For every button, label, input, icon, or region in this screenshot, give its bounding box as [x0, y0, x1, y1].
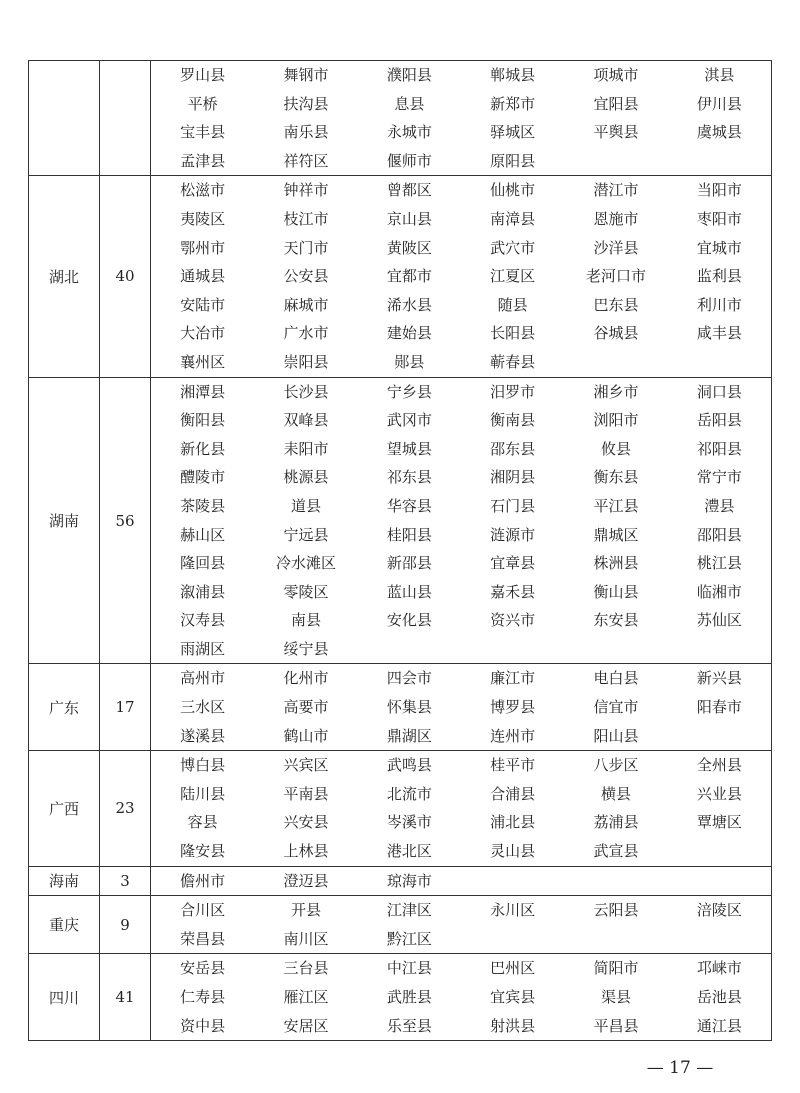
county-name: 江夏区 — [490, 267, 536, 286]
county-name: 化州市 — [283, 669, 329, 688]
county-name: 武鸣县 — [386, 756, 432, 775]
county-list — [151, 896, 772, 954]
province-row — [29, 176, 772, 377]
county-name: 岑溪市 — [386, 813, 432, 832]
county-name: 南乐县 — [283, 123, 329, 142]
county-name: 博白县 — [180, 756, 226, 775]
county-name: 鹤山市 — [283, 726, 329, 745]
county-name: 息县 — [394, 94, 425, 113]
county-name: 淇县 — [704, 66, 735, 84]
county-name: 南漳县 — [490, 209, 536, 228]
county-name: 曾都区 — [386, 181, 432, 200]
county-name: 宜宾县 — [490, 988, 536, 1006]
county-name: 衡东县 — [593, 468, 639, 487]
county-name: 冷水滩区 — [275, 554, 336, 573]
county-name: 黄陂区 — [386, 238, 432, 257]
county-name: 罗山县 — [180, 66, 226, 84]
county-name: 安陆市 — [180, 295, 226, 314]
county-list — [151, 751, 772, 866]
county-name: 广水市 — [283, 324, 329, 343]
county-name: 永川区 — [490, 901, 536, 920]
county-grid — [151, 61, 771, 175]
county-name: 浠水县 — [386, 295, 432, 314]
county-name: 钟祥市 — [283, 181, 329, 200]
county-name: 利川市 — [696, 295, 742, 314]
county-grid — [151, 664, 771, 750]
county-name: 隆安县 — [180, 842, 226, 861]
county-name: 武穴市 — [490, 238, 536, 257]
county-name: 港北区 — [386, 842, 432, 861]
county-name: 湘乡市 — [593, 382, 639, 401]
county-name: 乐至县 — [386, 1016, 432, 1035]
county-name: 高要市 — [283, 698, 329, 717]
county-name: 桂阳县 — [386, 525, 432, 544]
county-name: 鼎城区 — [593, 525, 639, 544]
county-name: 阳山县 — [593, 726, 639, 745]
county-name: 蓝山县 — [386, 582, 432, 601]
county-name: 合浦县 — [490, 784, 536, 803]
county-name: 麻城市 — [283, 295, 329, 314]
county-name: 开县 — [290, 901, 321, 920]
county-name: 信宜市 — [593, 698, 639, 717]
county-name: 常宁市 — [696, 468, 742, 487]
county-list — [151, 954, 772, 1041]
county-name: 三水区 — [180, 698, 226, 717]
county-count: 9 — [100, 896, 151, 954]
county-name: 涪陵区 — [696, 901, 742, 920]
county-name: 仙桃市 — [490, 181, 536, 200]
county-name: 松滋市 — [180, 181, 226, 200]
county-name: 荔浦县 — [593, 813, 639, 832]
county-name: 安岳县 — [180, 959, 226, 978]
county-name: 夷陵区 — [180, 209, 226, 228]
county-name: 祁阳县 — [696, 439, 742, 458]
county-name: 京山县 — [386, 209, 432, 228]
county-name: 雨湖区 — [180, 639, 226, 658]
county-name: 通城县 — [180, 267, 226, 286]
county-name: 绥宁县 — [283, 639, 329, 658]
county-name: 覃塘区 — [696, 813, 742, 832]
county-name: 双峰县 — [283, 411, 329, 430]
county-list — [151, 176, 772, 377]
county-name: 邛崃市 — [696, 959, 742, 978]
county-name: 儋州市 — [180, 871, 226, 890]
county-name: 邵阳县 — [696, 525, 742, 544]
province-name: 广东 — [29, 664, 100, 751]
county-name: 老河口市 — [585, 267, 646, 286]
county-name: 华容县 — [386, 496, 432, 515]
county-name: 宁远县 — [283, 525, 329, 544]
county-name: 上林县 — [283, 842, 329, 861]
county-table — [28, 60, 772, 1041]
county-name: 江津区 — [386, 901, 432, 920]
county-name: 渠县 — [600, 988, 631, 1006]
county-name: 蕲春县 — [490, 352, 536, 371]
county-name: 原阳县 — [490, 151, 536, 170]
province-row — [29, 896, 772, 954]
county-name: 望城县 — [386, 439, 432, 458]
county-name: 恩施市 — [593, 209, 639, 228]
county-name: 沙洋县 — [593, 238, 639, 257]
county-name: 鄂州市 — [180, 238, 226, 257]
county-name: 郸城县 — [490, 66, 536, 84]
county-name: 枝江市 — [283, 209, 329, 228]
county-count: 17 — [100, 664, 151, 751]
county-name: 平江县 — [593, 496, 639, 515]
county-name: 高州市 — [180, 669, 226, 688]
county-name: 仁寿县 — [180, 988, 226, 1006]
county-name: 岳阳县 — [696, 411, 742, 430]
county-name: 八步区 — [593, 756, 639, 775]
county-name: 射洪县 — [490, 1016, 536, 1035]
county-name: 大冶市 — [180, 324, 226, 343]
county-name: 衡南县 — [490, 411, 536, 430]
county-name: 孟津县 — [180, 151, 226, 170]
county-name: 全州县 — [696, 756, 742, 775]
county-name: 武胜县 — [386, 988, 432, 1006]
county-name: 鼎湖区 — [386, 726, 432, 745]
county-name: 濮阳县 — [386, 66, 432, 84]
county-name: 项城市 — [593, 66, 639, 84]
county-name: 兴安县 — [283, 813, 329, 832]
county-name: 巴东县 — [593, 295, 639, 314]
county-count: 3 — [100, 866, 151, 896]
province-name: 湖南 — [29, 377, 100, 664]
county-name: 祁东县 — [386, 468, 432, 487]
county-name: 南川区 — [283, 929, 329, 948]
county-name: 中江县 — [386, 959, 432, 978]
county-count: 56 — [100, 377, 151, 664]
county-name: 随县 — [497, 295, 528, 314]
county-grid — [151, 867, 771, 896]
province-name — [29, 61, 100, 176]
county-name: 平昌县 — [593, 1016, 639, 1035]
county-name: 武宣县 — [593, 842, 639, 861]
county-name: 洞口县 — [696, 382, 742, 401]
county-grid — [151, 378, 771, 664]
county-count — [100, 61, 151, 176]
county-name: 资中县 — [180, 1016, 226, 1035]
county-grid — [151, 954, 771, 1040]
county-name: 横县 — [600, 784, 631, 803]
county-count: 41 — [100, 954, 151, 1041]
county-name: 宜章县 — [490, 554, 536, 573]
province-row — [29, 377, 772, 664]
county-name: 扶沟县 — [283, 94, 329, 113]
county-name: 澄迈县 — [283, 871, 329, 890]
county-name: 平舆县 — [593, 123, 639, 142]
county-name: 新兴县 — [696, 669, 742, 688]
county-name: 醴陵市 — [180, 468, 226, 487]
county-name: 浏阳市 — [593, 411, 639, 430]
province-name: 广西 — [29, 751, 100, 866]
county-name: 公安县 — [283, 267, 329, 286]
county-name: 新邵县 — [386, 554, 432, 573]
county-name: 赫山区 — [180, 525, 226, 544]
county-name: 衡山县 — [593, 582, 639, 601]
county-name: 武冈市 — [386, 411, 432, 430]
county-name: 雁江区 — [283, 988, 329, 1006]
county-name: 咸丰县 — [696, 324, 742, 343]
province-name: 海南 — [29, 866, 100, 896]
county-name: 桂平市 — [490, 756, 536, 775]
county-name: 汨罗市 — [490, 382, 536, 401]
county-grid — [151, 176, 771, 376]
county-name: 黔江区 — [386, 929, 432, 948]
county-name: 湘阴县 — [490, 468, 536, 487]
county-name: 桃江县 — [696, 554, 742, 573]
county-name: 永城市 — [386, 123, 432, 142]
county-name: 涟源市 — [490, 525, 536, 544]
county-name: 北流市 — [386, 784, 432, 803]
county-name: 郧县 — [394, 352, 425, 371]
county-name: 四会市 — [386, 669, 432, 688]
county-name: 衡阳县 — [180, 411, 226, 430]
county-name: 岳池县 — [696, 988, 742, 1006]
county-name: 澧县 — [704, 496, 735, 515]
county-name: 遂溪县 — [180, 726, 226, 745]
county-list — [151, 61, 772, 176]
county-name: 连州市 — [490, 726, 536, 745]
county-list — [151, 377, 772, 664]
county-name: 虞城县 — [696, 123, 742, 142]
county-name: 潜江市 — [593, 181, 639, 200]
county-name: 桃源县 — [283, 468, 329, 487]
county-name: 襄州区 — [180, 352, 226, 371]
county-name: 新化县 — [180, 439, 226, 458]
province-row — [29, 61, 772, 176]
county-name: 邵东县 — [490, 439, 536, 458]
county-count: 40 — [100, 176, 151, 377]
county-name: 琼海市 — [386, 871, 432, 890]
county-name: 怀集县 — [386, 698, 432, 717]
county-name: 临湘市 — [696, 582, 742, 601]
county-name: 平南县 — [283, 784, 329, 803]
county-name: 灵山县 — [490, 842, 536, 861]
county-name: 驿城区 — [490, 123, 536, 142]
county-name: 宜都市 — [386, 267, 432, 286]
county-name: 苏仙区 — [696, 611, 742, 630]
county-name: 偃师市 — [386, 151, 432, 170]
province-row — [29, 954, 772, 1041]
county-name: 通江县 — [696, 1016, 742, 1035]
province-name: 湖北 — [29, 176, 100, 377]
page-number: — 17 — — [646, 1058, 714, 1078]
county-name: 长沙县 — [283, 382, 329, 401]
county-name: 道县 — [290, 496, 321, 515]
county-name: 宁乡县 — [386, 382, 432, 401]
county-name: 天门市 — [283, 238, 329, 257]
county-count: 23 — [100, 751, 151, 866]
province-row — [29, 866, 772, 896]
province-row — [29, 664, 772, 751]
county-name: 隆回县 — [180, 554, 226, 573]
county-name: 长阳县 — [490, 324, 536, 343]
county-name: 兴业县 — [696, 784, 742, 803]
county-grid — [151, 751, 771, 865]
county-name: 安居区 — [283, 1016, 329, 1035]
county-list — [151, 866, 772, 896]
county-name: 浦北县 — [490, 813, 536, 832]
county-name: 建始县 — [386, 324, 432, 343]
county-name: 东安县 — [593, 611, 639, 630]
county-name: 兴宾区 — [283, 756, 329, 775]
county-name: 监利县 — [696, 267, 742, 286]
county-name: 茶陵县 — [180, 496, 226, 515]
county-name: 枣阳市 — [696, 209, 742, 228]
county-name: 汉寿县 — [180, 611, 226, 630]
county-name: 当阳市 — [696, 181, 742, 200]
county-name: 伊川县 — [696, 94, 742, 113]
county-name: 宜城市 — [696, 238, 742, 257]
county-name: 合川区 — [180, 901, 226, 920]
county-grid — [151, 896, 771, 953]
county-name: 阳春市 — [696, 698, 742, 717]
county-name: 云阳县 — [593, 901, 639, 920]
county-name: 石门县 — [490, 496, 536, 515]
county-name: 新郑市 — [490, 94, 536, 113]
county-name: 溆浦县 — [180, 582, 226, 601]
province-name: 四川 — [29, 954, 100, 1041]
county-name: 舞钢市 — [283, 66, 329, 84]
county-name: 安化县 — [386, 611, 432, 630]
county-name: 陆川县 — [180, 784, 226, 803]
county-table-body — [29, 61, 772, 1041]
county-name: 谷城县 — [593, 324, 639, 343]
county-name: 三台县 — [283, 959, 329, 978]
county-name: 平桥 — [187, 94, 218, 113]
county-name: 简阳市 — [593, 959, 639, 978]
county-list — [151, 664, 772, 751]
county-name: 廉江市 — [490, 669, 536, 688]
county-name: 巴州区 — [490, 959, 536, 978]
county-name: 资兴市 — [490, 611, 536, 630]
county-name: 博罗县 — [490, 698, 536, 717]
county-name: 湘潭县 — [180, 382, 226, 401]
county-name: 祥符区 — [283, 151, 329, 170]
county-name: 嘉禾县 — [490, 582, 536, 601]
county-name: 容县 — [187, 813, 218, 832]
county-name: 电白县 — [593, 669, 639, 688]
province-row — [29, 751, 772, 866]
county-name: 崇阳县 — [283, 352, 329, 371]
county-name: 南县 — [290, 611, 321, 630]
county-name: 宜阳县 — [593, 94, 639, 113]
county-name: 株洲县 — [593, 554, 639, 573]
county-name: 攸县 — [600, 439, 631, 458]
county-name: 零陵区 — [283, 582, 329, 601]
county-name: 耒阳市 — [283, 439, 329, 458]
county-name: 宝丰县 — [180, 123, 226, 142]
county-name: 荣昌县 — [180, 929, 226, 948]
province-name: 重庆 — [29, 896, 100, 954]
